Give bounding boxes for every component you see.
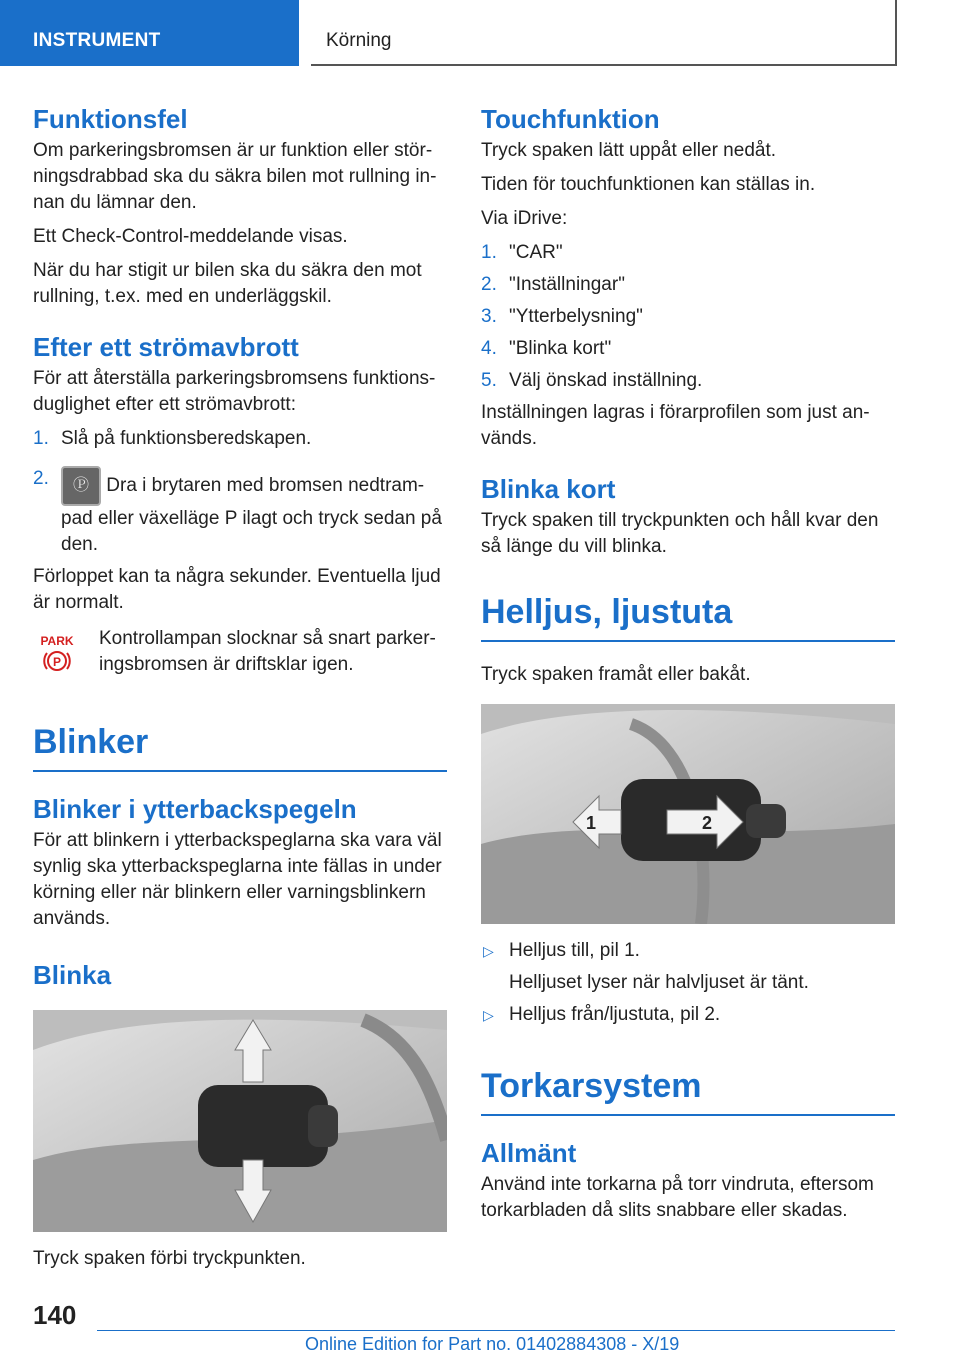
chapter-tab <box>311 0 897 66</box>
bullet-text: Helljus från/ljustuta, pil 2. <box>509 1004 721 1025</box>
strom-steps <box>33 426 447 558</box>
idrive-steps <box>481 240 895 394</box>
funktionsfel-text-1: Om parkeringsbromsen är ur funktion eller stör-ningsdrabbad ska du säkra bilen mot rullning in-nan du lämnar den. <box>33 140 437 213</box>
step-text: "Ytterbelysning" <box>509 306 643 327</box>
park-note-text: Kontrollampan slocknar så snart parker-ingsbromsen är driftsklar igen. <box>99 628 436 675</box>
funktionsfel-text-2: Ett Check-Control-meddelande visas. <box>33 226 348 247</box>
idrive-step <box>481 240 895 266</box>
step-number: 3. <box>481 306 497 327</box>
touch-heading: Touchfunktion <box>481 104 660 134</box>
step-text: "CAR" <box>509 242 563 263</box>
blinker-spegel-text: För att blinkern i ytterbackspeglarna ska vara väl synlig ska ytterbackspeglarna inte fällas in under körning eller när blinkern eller varningsblinkern används. <box>33 830 442 929</box>
touch-after: Inställningen lagras i förarprofilen som just an-vänds. <box>481 402 870 449</box>
blinker-heading: Blinker <box>33 720 447 772</box>
step-number: 4. <box>481 338 497 359</box>
chapter-label: Körning <box>326 30 392 51</box>
step-number: 5. <box>481 370 497 391</box>
park-icon-label: PARK <box>40 634 74 648</box>
blinka-kort-heading: Blinka kort <box>481 474 616 504</box>
step-text: Välj önskad inställning. <box>509 370 703 391</box>
bullet-text: Helljus till, pil 1. <box>509 940 640 961</box>
strom-heading: Efter ett strömavbrott <box>33 332 299 362</box>
edition-text: Online Edition for Part no. 01402884308 - X/19 <box>305 1334 680 1354</box>
arrow-1-label: 1 <box>585 813 597 833</box>
torkar-heading: Torkarsystem <box>481 1064 895 1116</box>
funktionsfel-text-3: När du har stigit ur bilen ska du säkra den mot rullning, t.ex. med en underläggskil. <box>33 260 422 307</box>
stalk-forward-back-image <box>481 704 895 924</box>
step-text: Dra i brytaren med bromsen nedtram-pad eller växelläge P ilagt och tryck sedan på den. <box>61 475 442 555</box>
step-number: 2. <box>33 468 49 489</box>
helljus-bullet-2 <box>481 1002 895 1028</box>
helljus-text: Tryck spaken framåt eller bakåt. <box>481 664 751 685</box>
blinka-heading: Blinka <box>33 960 112 990</box>
idrive-step <box>481 336 895 362</box>
bullet-subtext: Helljuset lyser när halvljuset är tänt. <box>509 972 809 993</box>
allmant-text: Använd inte torkarna på torr vindruta, eftersom torkarbladen då slits snabbare eller skadas. <box>481 1174 874 1221</box>
arrow-2-label: 2 <box>701 813 713 833</box>
headlight-stalk-illustration <box>481 704 895 924</box>
triangle-bullet-icon: ▷ <box>483 943 494 959</box>
touch-text-3: Via iDrive: <box>481 208 568 229</box>
step-text: "Inställningar" <box>509 274 625 295</box>
step-number: 2. <box>481 274 497 295</box>
park-warning-icon <box>37 634 77 679</box>
page-number: 140 <box>33 1300 77 1330</box>
stalk-up-down-image <box>33 1010 447 1232</box>
step-number: 1. <box>481 242 497 263</box>
blinker-spegel-heading: Blinker i ytterbackspegeln <box>33 794 357 824</box>
helljus-bullets <box>481 938 895 1028</box>
triangle-bullet-icon: ▷ <box>483 1007 494 1023</box>
step-text: Slå på funktionsberedskapen. <box>61 428 312 449</box>
allmant-heading: Allmänt <box>481 1138 577 1168</box>
turn-signal-stalk-illustration <box>33 1010 447 1232</box>
right-column <box>481 100 895 1232</box>
strom-step-1 <box>33 426 447 452</box>
strom-intro: För att återställa parkeringsbromsens funktions-duglighet efter ett strömavbrott: <box>33 368 436 415</box>
step-text: "Blinka kort" <box>509 338 612 359</box>
section-tab <box>0 0 299 66</box>
park-note <box>33 626 447 678</box>
touch-text-1: Tryck spaken lätt uppåt eller nedåt. <box>481 140 777 161</box>
left-column <box>33 100 447 1280</box>
idrive-step <box>481 368 895 394</box>
svg-text:P: P <box>52 655 62 669</box>
section-label: INSTRUMENT <box>33 30 161 51</box>
idrive-step <box>481 272 895 298</box>
strom-step-2 <box>33 466 447 558</box>
funktionsfel-heading: Funktionsfel <box>33 104 188 134</box>
touch-text-2: Tiden för touchfunktionen kan ställas in. <box>481 174 816 195</box>
footer-divider <box>97 1330 895 1331</box>
helljus-bullet-1 <box>481 938 895 996</box>
blinka-kort-text: Tryck spaken till tryckpunkten och håll kvar den så länge du vill blinka. <box>481 510 879 557</box>
idrive-step <box>481 304 895 330</box>
blinka-caption: Tryck spaken förbi tryckpunkten. <box>33 1248 306 1269</box>
park-circle-icon <box>42 648 72 674</box>
helljus-heading: Helljus, ljustuta <box>481 590 895 642</box>
step-number: 1. <box>33 428 49 449</box>
parking-brake-switch-icon: Ⓟ <box>61 466 101 506</box>
strom-after: Förloppet kan ta några sekunder. Eventuella ljud är normalt. <box>33 566 441 613</box>
